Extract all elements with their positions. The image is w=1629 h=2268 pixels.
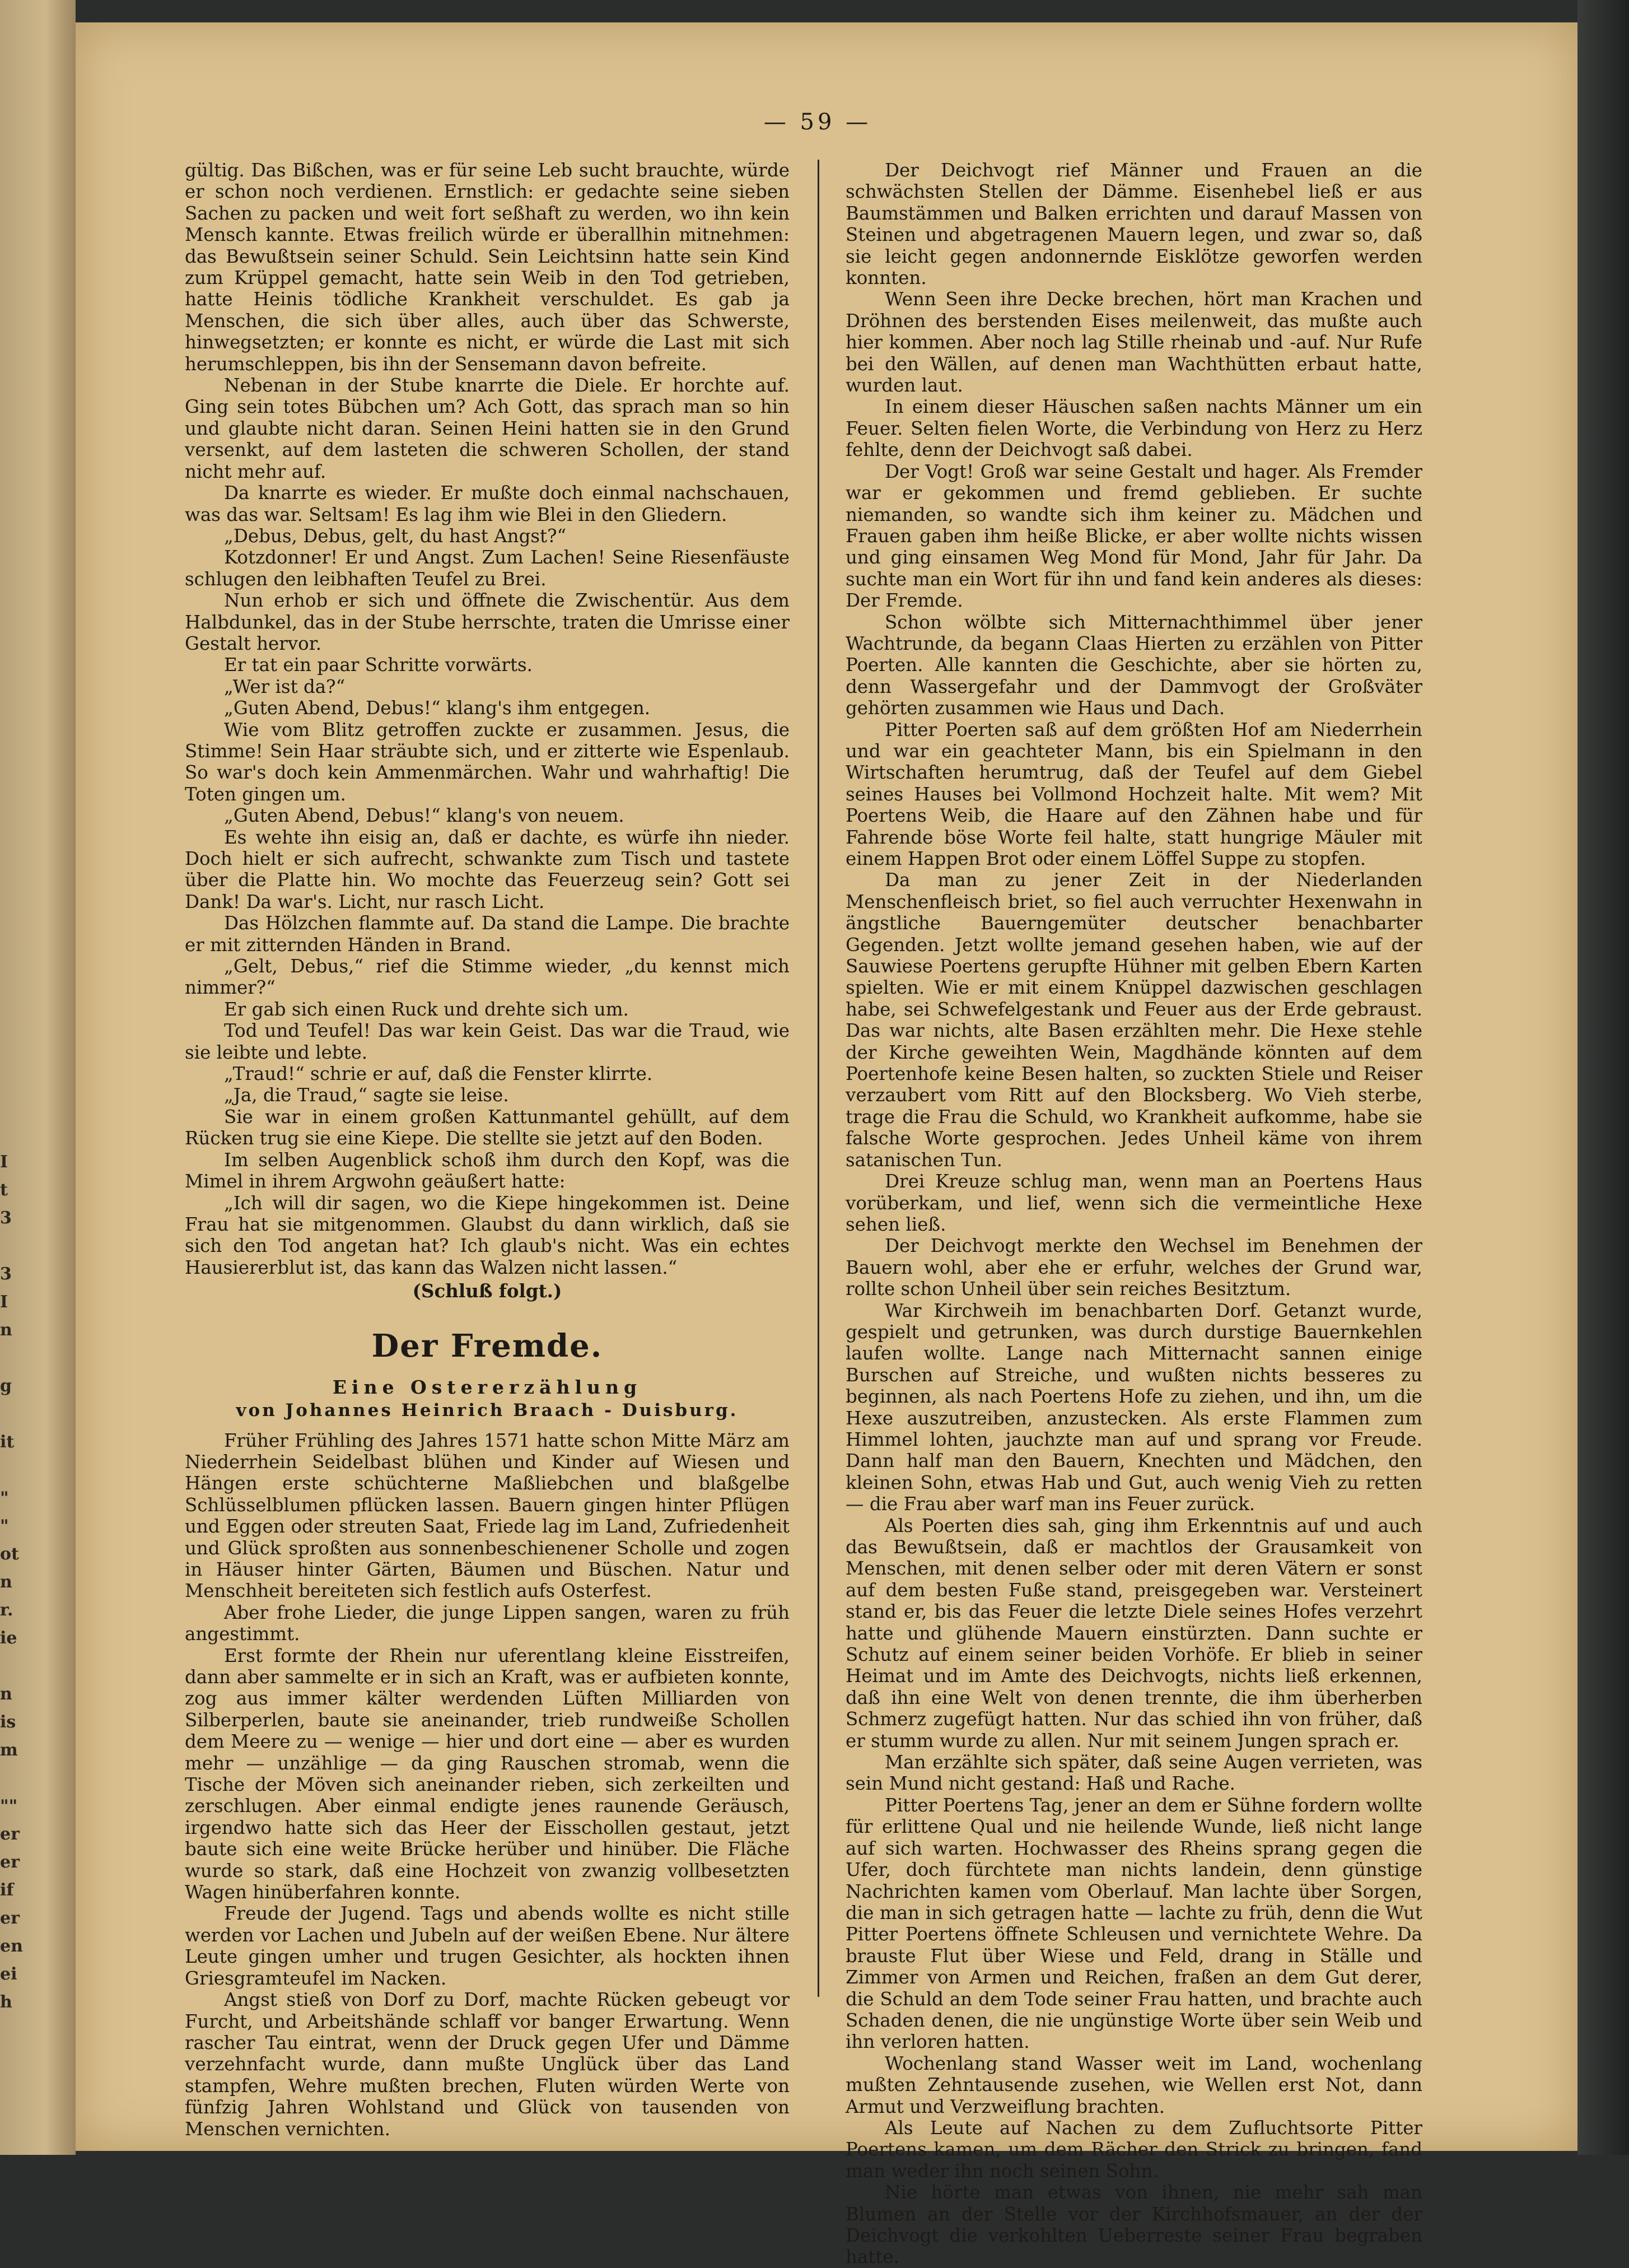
paragraph: Im selben Augenblick schoß ihm durch den Kopf, was die Mimel in ihrem Argwohn geäußert hatte:	[185, 1149, 790, 1193]
paragraph: Der Deichvogt rief Männer und Frauen an die schwächsten Stellen der Dämme. Eisenhebel ließ er aus Baumstämmen und Balken errichten und darauf Massen von Steinen und abgetragenen Mauern legen, und zwar so, daß sie leicht gegen andonnernde Eisklötze geworfen werden konnten.	[846, 160, 1422, 289]
paragraph: „Guten Abend, Debus!“ klang's von neuem.	[224, 805, 624, 827]
paragraph: Pitter Poerten saß auf dem größten Hof am Niederrhein und war ein geachteter Mann, bis ein Spielmann in den Wirtschaften herumtrug, daß der Teufel auf dem Giebel seines Hauses bei Vollmond Hochzeit halte. Mit wem? Mit Poertens Weib, die Haare auf den Zähnen habe und für Fahrende böse Worte feil halte, statt hungrige Mäuler mit einem Happen Brot oder einem Löffel Suppe zu stopfen.	[846, 719, 1422, 869]
paragraph: „Wer ist da?“	[224, 676, 346, 697]
paragraph: Pitter Poertens Tag, jener an dem er Sühne fordern wollte für erlittene Qual und nie heilende Wunde, ließ nicht lange auf sich warten. Hochwasser des Rheins sprang gegen die Ufer, doch fürchtete man nichts landein, denn günstige Nachrichten kamen vom Oberlauf. Man lachte über Sorgen, die man in sich getragen hatte — lachte zu früh, denn die Wut Pitter Poertens öffnete Schleusen und vernichtete Wehre. Da brauste Flut über Wiese und Feld, drang in Ställe und Zimmer von Armen und Reichen, fraßen an dem Gut derer, die Schuld an dem Tode seiner Frau hatten, und brachte auch Schaden denen, die nie ungünstige Worte über sein Weib und ihn verloren hatten.	[846, 1794, 1422, 2053]
paragraph: Als Leute auf Nachen zu dem Zufluchtsorte Pitter Poertens kamen, um dem Rächer den Strick zu bringen, fand man weder ihn noch seinen Sohn.	[846, 2117, 1422, 2182]
paragraph: Als Poerten dies sah, ging ihm Erkenntnis auf und auch das Bewußtsein, daß er machtlos der Grausamkeit von Menschen, mit denen selber oder mit deren Vätern er sonst auf dem besten Fuße stand, preisgegeben war. Versteinert stand er, bis das Feuer die letzte Diele seines Hofes verzehrt hatte und glühende Mauern einstürzten. Dann suchte er Schutz auf einem seiner beiden Vorhöfe. Er blieb in seiner Heimat und im Amte des Deichvogts, nichts ließ erkennen, daß ihn eine Welt von denen trennte, die ihm überherben Schmerz zugefügt hatten. Nur das schied ihn von früher, daß er stumm wurde zu allen. Nur mit seinem Jungen sprach er.	[846, 1515, 1422, 1752]
paragraph: Wenn Seen ihre Decke brechen, hört man Krachen und Dröhnen des berstenden Eises meilenweit, das mußte auch hier kommen. Aber noch lag Stille rheinab und -auf. Nur Rufe bei den Wällen, auf denen man Wachthütten erbaut hatte, wurden laut.	[846, 288, 1422, 397]
paragraph: Man erzählte sich später, daß seine Augen verrieten, was sein Mund nicht gestand: Haß und Rache.	[846, 1752, 1422, 1795]
paragraph: Wochenlang stand Wasser weit im Land, wochenlang mußten Zehntausende zusehen, wie Wellen erst Not, dann Armut und Verzweiflung brachten.	[846, 2052, 1422, 2117]
paragraph: Kotzdonner! Er und Angst. Zum Lachen! Seine Riesenfäuste schlugen den leibhaften Teufel zu Brei.	[185, 547, 790, 590]
story-title: Der Fremde.	[371, 1327, 603, 1364]
paragraph: Es wehte ihn eisig an, daß er dachte, es würfe ihn nieder. Doch hielt er sich aufrecht, schwankte zum Tisch und tastete über die Platte hin. Wo mochte das Feuerzeug sein? Gott sei Dank! Da war's. Licht, nur rasch Licht.	[185, 826, 790, 912]
left-column	[185, 160, 790, 2140]
paragraph: Da man zu jener Zeit in der Niederlanden Menschenfleisch briet, so fiel auch verruchter Hexenwahn in ängstliche Bauerngemüter deutscher benachbarter Gegenden. Jetzt wollte jemand gesehen haben, wie auf der Sauwiese Poertens gerupfte Hühner mit gelben Ebern Karten spielten. Wie er mit einem Knüppel dazwischen geschlagen habe, sei Schwefelgestank und Feuer aus der Erde gebraust. Das war nichts, alte Basen erzählten mehr. Die Hexe stehle der Kirche geweihten Wein, Magdhände könnten auf dem Poertenhofe keine Besen halten, so zuckten Stiele und Reiser verzaubert vom Ritt auf den Blocksberg. Wo Vieh sterbe, trage die Frau die Schuld, wo Krankheit aufkomme, habe sie falsche Worte gesprochen. Jedes Unheil käme von ihrem satanischen Tun.	[846, 869, 1422, 1171]
book-spine-edge	[0, 0, 76, 2155]
book-cover-edge	[1577, 0, 1629, 2155]
paragraph: Er gab sich einen Ruck und drehte sich um.	[224, 998, 629, 1020]
paragraph: „Debus, Debus, gelt, du hast Angst?“	[224, 525, 567, 547]
paragraph: „Traud!“ schrie er auf, daß die Fenster klirrte.	[224, 1063, 653, 1085]
page-number: — 59 —	[763, 109, 872, 135]
paragraph: War Kirchweih im benachbarten Dorf. Getanzt wurde, gespielt und getrunken, was durch durstige Bauernkehlen laufen wollte. Lange nach Mitternacht sannen einige Burschen auf Streiche, und wußten nichts besseres zu beginnen, als nach Poertens Hofe zu ziehen, und ihn, um die Hexe auszutreiben, anzustecken. Als erste Flammen zum Himmel lohten, jauchzte man auf und sprang vor Freude. Dann half man den Bauern, Knechten und Mädchen, den kleinen Sohn, etwas Hab und Gut, auch wenig Vieh zu retten — die Frau aber warf man ins Feuer zurück.	[846, 1300, 1422, 1515]
paragraph: Nie hörte man etwas von ihnen, nie mehr sah man Blumen an der Stelle vor der Kirchhofsmauer, an der der Deichvogt die verkohlten Ueberreste seiner Frau begraben hatte.	[846, 2182, 1422, 2268]
story-author: von Johannes Heinrich Braach - Duisburg.	[236, 1400, 739, 1421]
paragraph: Nebenan in der Stube knarrte die Diele. Er horchte auf. Ging sein totes Bübchen um? Ach Gott, das sprach man so hin und glaubte nicht daran. Seinen Heini hatten sie in den Grund versenkt, auf dem lasteten die schweren Schollen, der stand nicht mehr auf.	[185, 375, 790, 482]
paragraph: Aber frohe Lieder, die junge Lippen sangen, waren zu früh angestimmt.	[185, 1601, 790, 1645]
paragraph: Tod und Teufel! Das war kein Geist. Das war die Traud, wie sie leibte und lebte.	[185, 1020, 790, 1063]
paragraph: „Ja, die Traud,“ sagte sie leise.	[224, 1084, 509, 1106]
paragraph: Er tat ein paar Schritte vorwärts.	[224, 654, 533, 676]
paragraph: „Gelt, Debus,“ rief die Stimme wieder, „du kennst mich nimmer?“	[185, 956, 790, 999]
right-column	[846, 160, 1422, 2268]
paragraph: Das Hölzchen flammte auf. Da stand die Lampe. Die brachte er mit zitternden Händen in Brand.	[185, 912, 790, 956]
paragraph: gültig. Das Bißchen, was er für seine Leb sucht brauchte, würde er schon noch verdienen. Ernstlich: er gedachte seine sieben Sachen zu packen und weit fort seßhaft zu werden, wo ihn kein Mensch kannte. Etwas freilich würde er überallhin mitnehmen: das Bewußtsein seiner Schuld. Sein Leichtsinn hatte sein Kind zum Krüppel gemacht, hatte sein Weib in den Tod getrieben, hatte Heinis tödliche Krankheit verschuldet. Es gab ja Menschen, die sich über alles, auch über das Schwerste, hinwegsetzten; er konnte es nicht, er würde die Last mit sich herumschleppen, bis ihn der Sensemann davon befreite.	[185, 160, 790, 375]
paragraph: Wie vom Blitz getroffen zuckte er zusammen. Jesus, die Stimme! Sein Haar sträubte sich, und er zitterte wie Espenlaub. So war's doch kein Ammenmärchen. Wahr und wahrhaftig! Die Toten gingen um.	[185, 719, 790, 805]
column-divider	[818, 160, 819, 1997]
paragraph: Drei Kreuze schlug man, wenn man an Poertens Haus vorüberkam, und lief, wenn sich die vermeintliche Hexe sehen ließ.	[846, 1171, 1422, 1235]
paragraph: Sie war in einem großen Kattunmantel gehüllt, auf dem Rücken trug sie eine Kiepe. Die stellte sie jetzt auf den Boden.	[185, 1106, 790, 1149]
paragraph: In einem dieser Häuschen saßen nachts Männer um ein Feuer. Selten fielen Worte, die Verbindung von Herz zu Herz fehlte, denn der Deichvogt saß dabei.	[846, 396, 1422, 461]
paragraph: Freude der Jugend. Tags und abends wollte es nicht stille werden vor Lachen und Jubeln auf der weißen Ebene. Nur ältere Leute gingen umher und trugen Gesichter, als hockten ihnen Griesgramteufel im Nacken.	[185, 1903, 790, 1989]
paragraph: Schon wölbte sich Mitternachthimmel über jener Wachtrunde, da begann Claas Hierten zu erzählen von Pitter Poerten. Alle kannten die Geschichte, aber sie hörten zu, denn Wassergefahr und der Dammvogt der Großväter gehörten zusammen wie Haus und Dach.	[846, 611, 1422, 719]
story-subtitle: Eine Ostererzählung	[332, 1376, 642, 1398]
paragraph: „Ich will dir sagen, wo die Kiepe hingekommen ist. Deine Frau hat sie mitgenommen. Glaubst du dann wirklich, daß sie sich den Tod angetan hat? Ich glaub's nicht. Was ein echtes Hausiererblut ist, das kann das Walzen nicht lassen.“	[185, 1192, 790, 1278]
paragraph: Der Deichvogt merkte den Wechsel im Benehmen der Bauern wohl, aber ehe er erfuhr, welches der Grund war, rollte schon Unheil über sein reiches Besitztum.	[846, 1235, 1422, 1300]
paragraph: Der Vogt! Groß war seine Gestalt und hager. Als Fremder war er gekommen und fremd geblieben. Er suchte niemanden, so wandte sich ihm keiner zu. Mädchen und Frauen gaben ihm heiße Blicke, er aber wollte nichts wissen und ging einsamen Weg Mond für Mond, Jahr für Jahr. Da suchte man ein Wort für ihn und fand kein anderes als dieses: Der Fremde.	[846, 460, 1422, 612]
paragraph: Erst formte der Rhein nur uferentlang kleine Eisstreifen, dann aber sammelte er in sich an Kraft, was er aufbieten konnte, zog aus immer kälter werdenden Lüften Milliarden von Silberperlen, baute sie aneinander, trieb rundweiße Schollen dem Meere zu — wenige — hier und dort eine — aber es wurden mehr — unzählige — da ging Rauschen stromab, wenn die Tische der Möven sich aneinander rieben, sich zerkeilten und zerschlugen. Aber einmal endigte jenes raunende Geräusch, irgendwo hatte sich das Heer der Eisschollen gestaut, jetzt baute sich eine weite Brücke herüber und hinüber. Die Fläche wurde so stark, daß eine Hochzeit von zwanzig vollbesetzten Wagen hinüberfahren konnte.	[185, 1645, 790, 1903]
paragraph: Früher Frühling des Jahres 1571 hatte schon Mitte März am Niederrhein Seidelbast blühen und Kinder auf Wiesen und Hängen erste schüchterne Maßliebchen und blaßgelbe Schlüsselblumen pflücken lassen. Bauern gingen hinter Pflügen und Eggen oder streuten Saat, Friede lag im Land, Zufriedenheit und Glück sproßten aus sonnenbeschienener Scholle und zogen in Häuser hinter Gärten, Bäumen und Büschen. Natur und Menschheit bereiteten sich festlich aufs Osterfest.	[185, 1429, 790, 1602]
continued-note: (Schluß folgt.)	[412, 1280, 562, 1302]
margin-text-fragments: I t 3 3 I n g it " " ot n r. ie n is m "" er er if er en ei h	[0, 1152, 23, 2012]
paragraph: Da knarrte es wieder. Er mußte doch einmal nachschauen, was das war. Seltsam! Es lag ihm wie Blei in den Gliedern.	[185, 482, 790, 525]
paragraph: Angst stieß von Dorf zu Dorf, machte Rücken gebeugt vor Furcht, und Arbeitshände schlaff vor banger Erwartung. Wenn rascher Tau eintrat, wenn der Druck gegen Ufer und Dämme verzehnfacht wurde, dann mußte Unglück über das Land stampfen, Wehre mußten brechen, Fluten würden Werte von fünfzig Jahren Wohlstand und Glück von tausenden von Menschen vernichten.	[185, 1989, 790, 2140]
paragraph: „Guten Abend, Debus!“ klang's ihm entgegen.	[224, 697, 651, 719]
paragraph: Nun erhob er sich und öffnete die Zwischentür. Aus dem Halbdunkel, das in der Stube herrschte, traten die Umrisse einer Gestalt hervor.	[185, 590, 790, 654]
